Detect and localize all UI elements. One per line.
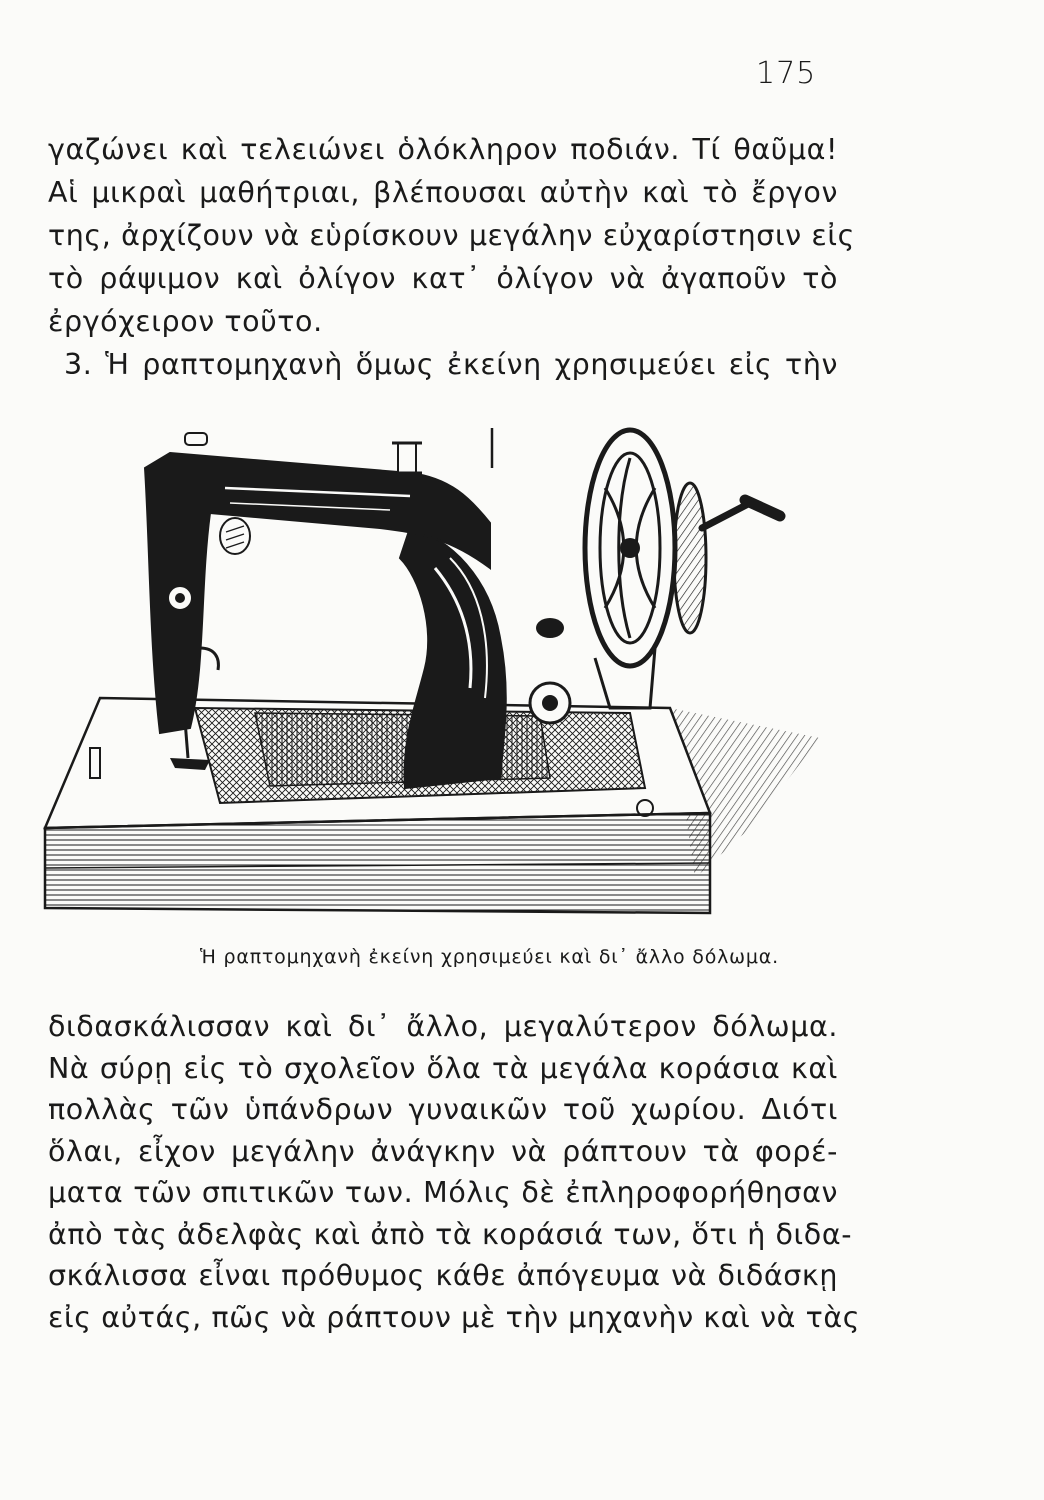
text-line: Νὰ σύρῃ εἰς τὸ σχολεῖον ὅλα τὰ μεγάλα κοράσια καὶ <box>48 1051 838 1085</box>
top-paragraph <box>48 128 855 386</box>
text-line: της, ἀρχίζουν νὰ εὑρίσκουν μεγάλην εὐχαρίστησιν εἰς <box>48 219 855 252</box>
bottom-paragraph <box>48 1006 861 1338</box>
paragraph-start-line: 3. Ἡ ραπτομηχανὴ ὅμως ἐκείνη χρησιμεύει εἰς τὴν <box>64 348 838 381</box>
text-line: ἐργόχειρον τοῦτο. <box>48 305 323 338</box>
figure-caption: Ἡ ραπτομηχανὴ ἐκείνη χρησιμεύει καὶ δι᾽ ἄλλο δόλωμα. <box>200 946 779 968</box>
text-line: τὸ ράψιμον καὶ ὀλίγον κατ᾽ ὀλίγον νὰ ἀγαποῦν τὸ <box>48 262 838 295</box>
text-line: σκάλισσα εἶναι πρόθυμος κάθε ἀπόγευμα νὰ διδάσκῃ <box>48 1259 838 1292</box>
text-line: ματα τῶν σπιτικῶν των. Μόλις δὲ ἐπληροφορήθησαν <box>48 1176 838 1209</box>
text-line: ὅλαι, εἶχον μεγάλην ἀνάγκην νὰ ράπτουν τὰ φορέ- <box>48 1134 838 1168</box>
text-line: εἰς αὐτάς, πῶς νὰ ράπτουν μὲ τὴν μηχανὴν καὶ νὰ τὰς <box>48 1300 861 1334</box>
text-line: Αἱ μικραὶ μαθήτριαι, βλέπουσαι αὐτὴν καὶ τὸ ἔργον <box>48 176 838 209</box>
text-line: πολλὰς τῶν ὑπάνδρων γυναικῶν τοῦ χωρίου. Διότι <box>48 1093 838 1126</box>
text-line: γαζώνει καὶ τελειώνει ὁλόκληρον ποδιάν. Τί θαῦμα! <box>48 133 838 166</box>
page-number: 175 <box>756 56 817 91</box>
text-line: διδασκάλισσαν καὶ δι᾽ ἄλλο, μεγαλύτερον δόλωμα. <box>48 1010 838 1043</box>
sewing-machine-icon <box>30 408 830 938</box>
text-line: ἀπὸ τὰς ἀδελφὰς καὶ ἀπὸ τὰ κοράσιά των, ὅτι ἡ διδα- <box>48 1217 853 1251</box>
